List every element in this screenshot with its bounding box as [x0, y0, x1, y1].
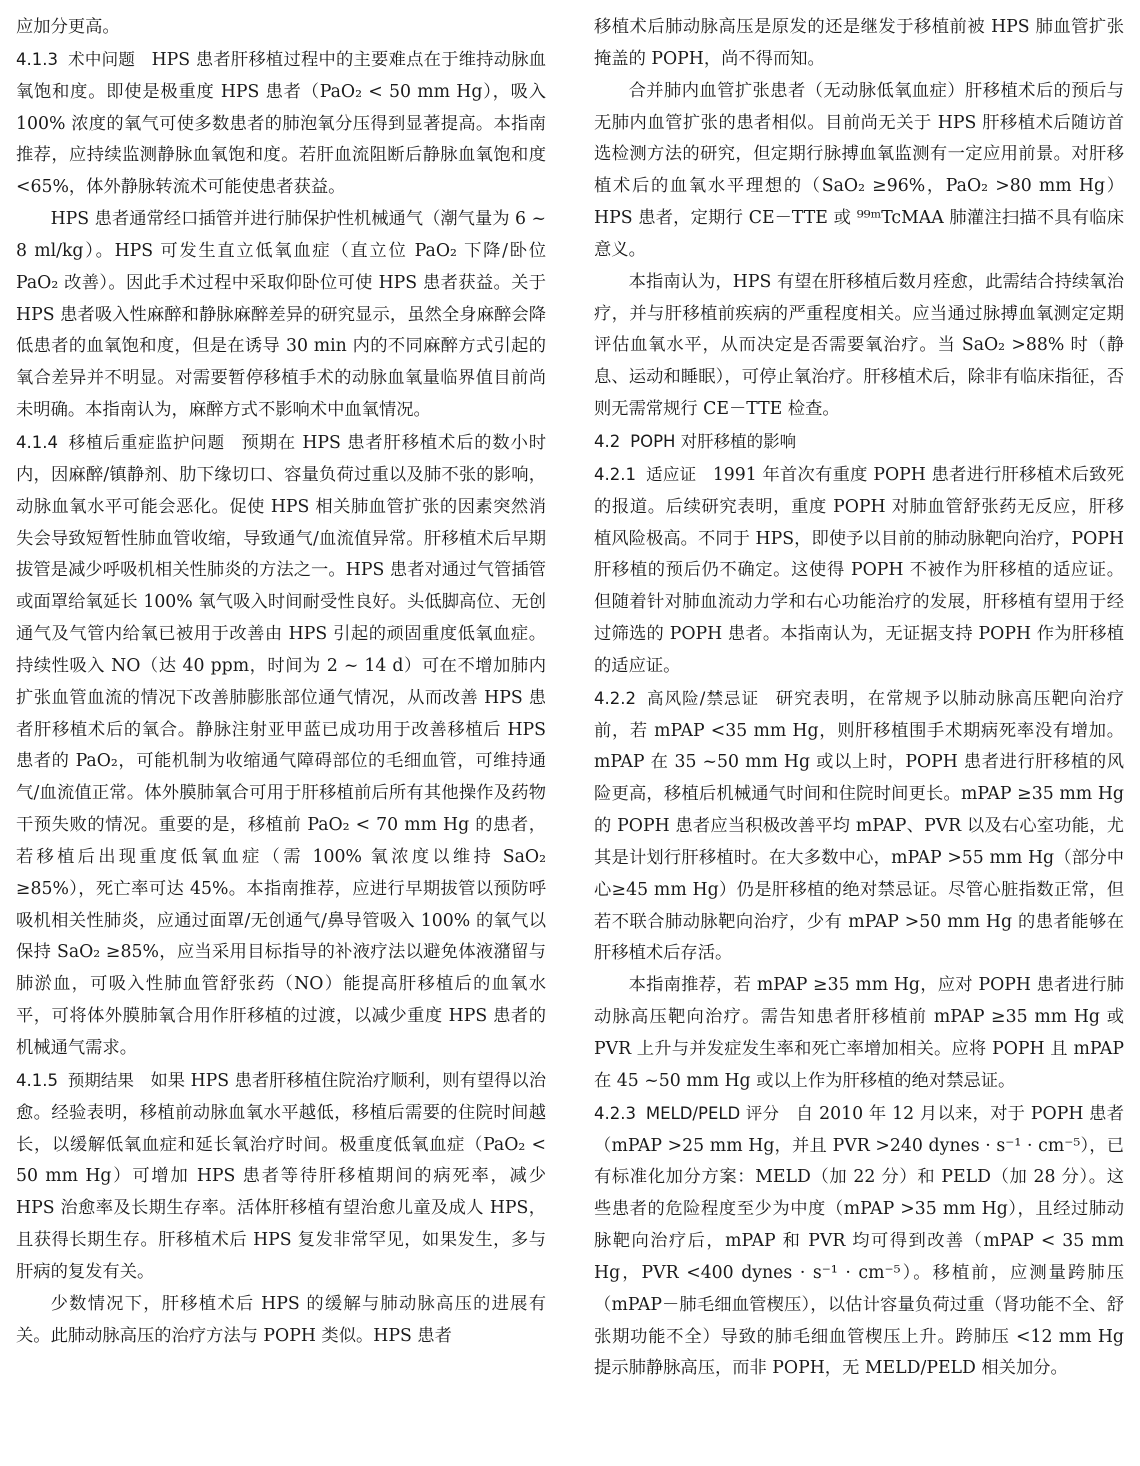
- paragraph: HPS 患者通常经口插管并进行肺保护性机械通气（潮气量为 6 ~ 8 ml/kg）。HPS 可发生直立低氧血症（直立位 PaO₂ 下降/卧位 PaO₂ 改善）。因此手术过程中采取仰卧位可使 HPS 患者获益。关于 HPS 患者吸入性麻醉和静脉麻醉差异的研究显示，虽然全身麻醉会降低患者的血氧饱和度，但是在诱导 30 min 内的不同麻醉方式引起的氧合差异并不明显。对需要暂停移植手术的动脉血氧量临界值目前尚未明确。本指南认为，麻醉方式不影响术中血氧情况。: [16, 209, 546, 421]
- section-text: 研究表明，在常规予以肺动脉高压靶向治疗前，若 mPAP <35 mm Hg，则肝移植围手术期病死率没有增加。mPAP 在 35 ~50 mm Hg 或以上时，POPH 患者进行肝移植的风险更高，移植后机械通气时间和住院时间更长。mPAP ≥35 mm Hg 的 POPH 患者应当积极改善平均 mPAP、PVR 以及右心室功能，尤其是计划行肝移植时。在大多数中心，mPAP >55 mm Hg（部分中心≥45 mm Hg）仍是肝移植的绝对禁忌证。尽管心脏指数正常，但若不联合肺动脉靶向治疗，少有 mPAP >50 mm Hg 的患者能够在肝移植术后存活。: [594, 688, 1124, 964]
- section-title: 高风险/禁忌证: [645, 688, 760, 708]
- section-4-1-5: [16, 1065, 546, 1289]
- section-number: 4.1.4: [16, 432, 58, 452]
- paragraph: 本指南认为，HPS 有望在肝移植后数月痊愈，此需结合持续氧治疗，并与肝移植前疾病的严重程度相关。应当通过脉搏血氧测定定期评估血氧水平，从而决定是否需要氧治疗。当 SaO₂ >88% 时（静息、运动和睡眠），可停止氧治疗。肝移植术后，除非有临床指征，否则无需常规行 CE－TTE 检查。: [594, 271, 1124, 420]
- section-text: 1991 年首次有重度 POPH 患者进行肝移植术后致死的报道。后续研究表明，重度 POPH 对肺血管舒张药无反应，肝移植风险极高。不同于 HPS，即使予以目前的肺动脉靶向治疗，POPH 肝移植的预后仍不确定。这使得 POPH 不被作为肝移植的适应证。但随着针对肺血流动力学和右心功能治疗的发展，肝移植有望用于经过筛选的 POPH 患者。本指南认为，无证据支持 POPH 作为肝移植的适应证。: [594, 464, 1124, 676]
- section-number: 4.1.5: [16, 1070, 58, 1090]
- section-4-2-2: [594, 683, 1124, 971]
- section-number: 4.2.3: [594, 1103, 636, 1123]
- paragraph: 本指南推荐，若 mPAP ≥35 mm Hg，应对 POPH 患者进行肺动脉高压靶向治疗。需告知患者肝移植前 mPAP ≥35 mm Hg 或 PVR 上升与并发症发生率和死亡率增加相关。应将 POPH 且 mPAP 在 45 ~50 mm Hg 或以上作为肝移植的绝对禁忌证。: [594, 975, 1124, 1091]
- section-4-2-3: [594, 1098, 1124, 1386]
- section-title: 移植后重症监护问题: [67, 432, 226, 452]
- section-title: POPH 对肝移植的影响: [630, 431, 797, 451]
- left-column: [16, 12, 546, 1352]
- paragraph: 少数情况下，肝移植术后 HPS 的缓解与肺动脉高压的进展有关。此肺动脉高压的治疗方法与 POPH 类似。HPS 患者: [16, 1293, 546, 1346]
- section-text: 如果 HPS 患者肝移植住院治疗顺利，则有望得以治愈。经验表明，移植前动脉血氧水平越低，移植后需要的住院时间越长，以缓解低氧血症和延长氧治疗时间。极重度低氧血症（PaO₂ < 50 mm Hg）可增加 HPS 患者等待肝移植期间的病死率，减少 HPS 治愈率及长期生存率。活体肝移植有望治愈儿童及成人 HPS，且获得长期生存。肝移植术后 HPS 复发非常罕见，如果发生，多与肝病的复发有关。: [16, 1070, 546, 1282]
- section-text: 自 2010 年 12 月以来，对于 POPH 患者（mPAP >25 mm Hg，并且 PVR >240 dynes · s⁻¹ · cm⁻⁵），已有标准化加分方案：MELD（加 22 分）和 PELD（加 28 分）。这些患者的危险程度至少为中度（mPAP >35 mm Hg），且经过肺动脉靶向治疗后，mPAP 和 PVR 均可得到改善（mPAP < 35 mm Hg，PVR <400 dynes · s⁻¹ · cm⁻⁵）。移植前，应测量跨肺压（mPAP－肺毛细血管楔压），以估计容量负荷过重（肾功能不全、舒张期功能不全）导致的肺毛细血管楔压上升。跨肺压 <12 mm Hg 提示肺静脉高压，而非 POPH，无 MELD/PELD 相关加分。: [594, 1103, 1124, 1379]
- section-number: 4.1.3: [16, 49, 58, 69]
- section-title: 预期结果: [67, 1070, 134, 1090]
- section-4-1-4: [16, 427, 546, 1065]
- paragraph: 应加分更高。: [16, 17, 120, 37]
- section-text: HPS 患者肝移植过程中的主要难点在于维持动脉血氧饱和度。即使是极重度 HPS 患者（PaO₂ < 50 mm Hg），吸入 100% 浓度的氧气可使多数患者的肺泡氧分压得到显著提高。本指南推荐，应持续监测静脉血氧饱和度。若肝血流阻断后静脉血氧饱和度 <65%，体外静脉转流术可能使患者获益。: [16, 49, 547, 198]
- section-text: 预期在 HPS 患者肝移植术后的数小时内，因麻醉/镇静剂、肋下缘切口、容量负荷过重以及肺不张的影响，动脉血氧水平可能会恶化。促使 HPS 相关肺血管扩张的因素突然消失会导致短暂性肺血管收缩，导致通气/血流值异常。肝移植术后早期拔管是减少呼吸机相关性肺炎的方法之一。HPS 患者对通过气管插管或面罩给氧延长 100% 氧气吸入时间耐受性良好。头低脚高位、无创通气及气管内给氧已被用于改善由 HPS 引起的顽固重度低氧血症。持续性吸入 NO（达 40 ppm，时间为 2 ~ 14 d）可在不增加肺内扩张血管血流的情况下改善肺膨胀部位通气情况，从而改善 HPS 患者肝移植术后的氧合。静脉注射亚甲蓝已成功用于改善移植后 HPS 患者的 PaO₂，可能机制为收缩通气障碍部位的毛细血管，可维持通气/血流值正常。体外膜肺氧合可用于肝移植前后所有其他操作及药物干预失败的情况。重要的是，移植前 PaO₂ < 70 mm Hg 的患者，若移植后出现重度低氧血症（需 100% 氧浓度以维持 SaO₂ ≥85%），死亡率可达 45%。本指南推荐，应进行早期拔管以预防呼吸机相关性肺炎，应通过面罩/无创通气/鼻导管吸入 100% 的氧气以保持 SaO₂ ≥85%，应当采用目标指导的补液疗法以避免体液潴留与肺淤血，可吸入性肺血管舒张药（NO）能提高肝移植后的血氧水平，可将体外膜肺氧合用作肝移植的过渡，以减少重度 HPS 患者的机械通气需求。: [16, 432, 547, 1058]
- section-title: 适应证: [645, 464, 697, 484]
- section-title: MELD/PELD 评分: [645, 1103, 780, 1123]
- section-title: 术中问题: [67, 49, 136, 69]
- section-number: 4.2: [594, 431, 621, 451]
- paragraph: 移植术后肺动脉高压是原发的还是继发于移植前被 HPS 肺血管扩张掩盖的 POPH，尚不得而知。: [594, 17, 1124, 69]
- section-4-2-1: [594, 459, 1124, 683]
- section-number: 4.2.2: [594, 688, 636, 708]
- section-4-2-heading: [594, 426, 1124, 459]
- section-4-1-3: [16, 44, 546, 204]
- section-number: 4.2.1: [594, 464, 636, 484]
- paragraph: 合并肺内血管扩张患者（无动脉低氧血症）肝移植术后的预后与无肺内血管扩张的患者相似。目前尚无关于 HPS 肝移植术后随访首选检测方法的研究，但定期行脉搏血氧监测有一定应用前景。对肝移植术后的血氧水平理想的（SaO₂ ≥96%，PaO₂ >80 mm Hg）HPS 患者，定期行 CE－TTE 或 ⁹⁹ᵐTcMAA 肺灌注扫描不具有临床意义。: [594, 80, 1124, 260]
- right-column: [594, 12, 1124, 1385]
